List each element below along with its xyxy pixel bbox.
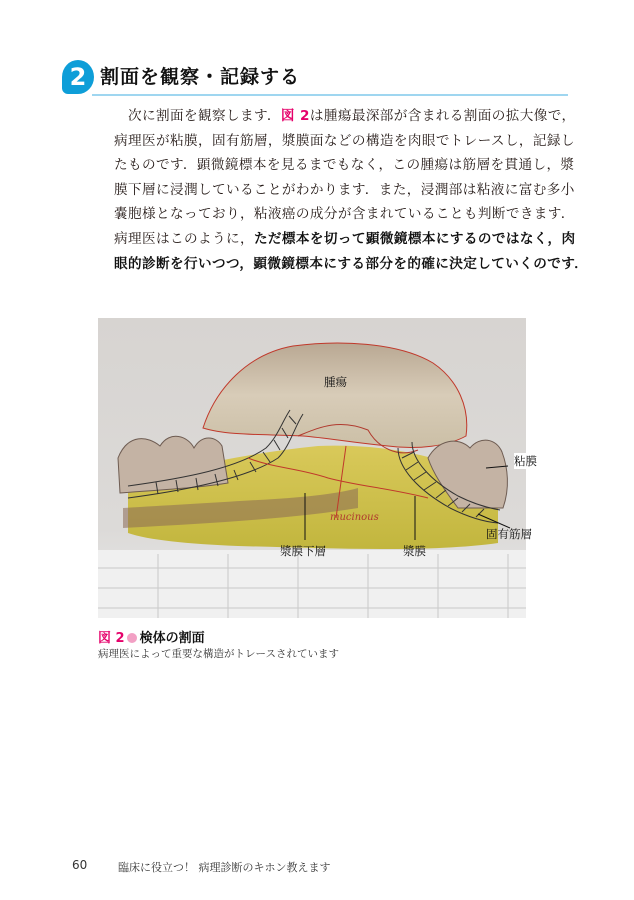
body-line: 病理医が粘膜，固有筋層，漿膜面などの構造を肉眼でトレースし，記録し xyxy=(114,132,575,149)
body-text-segment: 次に割面を観察します． xyxy=(128,108,281,124)
handwritten-annotation: mucinous xyxy=(330,512,379,523)
section-heading xyxy=(62,58,568,98)
body-paragraph xyxy=(114,104,589,276)
specimen-illustration xyxy=(98,318,526,618)
figure-caption-text: 検体の割面 xyxy=(139,631,205,646)
body-line xyxy=(114,104,576,129)
body-line xyxy=(114,227,576,252)
emphasis-line: 眼的診断を行いつつ，顕微鏡標本にする部分を的確に決定していくのです． xyxy=(114,255,589,272)
figure-caption-number: 図 2 xyxy=(98,631,125,646)
section-rule xyxy=(92,94,568,96)
subserosa-label: 漿膜下層 xyxy=(280,544,326,558)
body-text-segment: 病理医はこのように， xyxy=(114,230,254,247)
tumor-label: 腫瘍 xyxy=(324,375,347,389)
body-line: 嚢胞様となっており，粘液癌の成分が含まれていることも判断できます． xyxy=(114,206,575,223)
page-number: 60 xyxy=(72,858,88,872)
section-title: 割面を観察・記録する xyxy=(100,66,301,88)
caption-bullet-icon xyxy=(127,633,137,643)
muscularis-propria-label-text: 固有筋層 xyxy=(486,527,532,541)
serosa-label: 漿膜 xyxy=(403,544,426,558)
mucosa-left xyxy=(118,436,228,493)
body-line: 膜下層に浸潤していることがわかります．また，浸潤部は粘液に富む多小 xyxy=(114,181,575,198)
mucosa-label: 粘膜 xyxy=(514,454,537,468)
figure-reference: 図 2 xyxy=(280,108,310,124)
body-text-segment: は腫瘍最深部が含まれる割面の拡大像で， xyxy=(309,108,576,124)
section-number-badge: 2 xyxy=(62,60,94,94)
running-footer: 臨床に役立つ！ 病理診断のキホン教えます xyxy=(118,861,331,874)
muscularis-propria-label xyxy=(486,526,532,542)
specimen-figure xyxy=(98,318,537,618)
body-line: たものです．顕微鏡標本を見るまでもなく，この腫瘍は筋層を貫通し，漿 xyxy=(114,157,575,174)
emphasis-text: ただ標本を切って顕微鏡標本にするのではなく，肉 xyxy=(253,230,576,247)
figure-caption-subtitle: 病理医によって重要な構造がトレースされています xyxy=(98,648,339,660)
figure-caption-title xyxy=(98,627,205,646)
